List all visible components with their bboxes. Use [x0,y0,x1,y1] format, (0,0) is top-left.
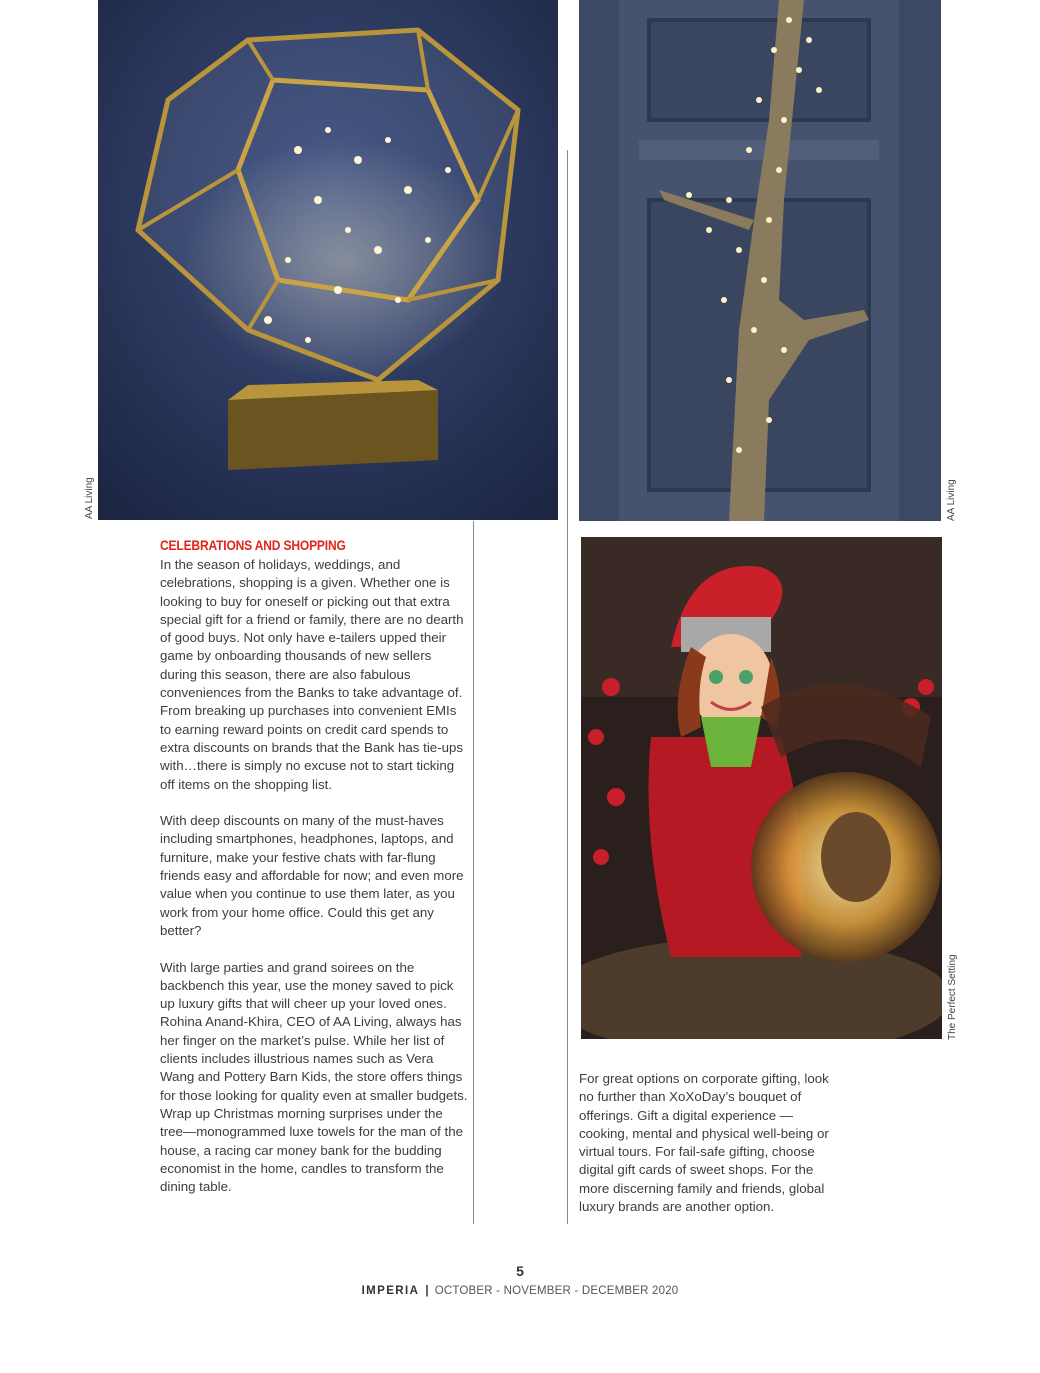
page-footer [0,1285,1040,1297]
paragraph-3: With large parties and grand soirees on the backbench this year, use the money saved to pick up luxury gifts that will cheer up your loved ones. Rohina Anand-Khira, CEO of AA Living, always has her finger on the market’s pulse. While her list of clients includes illustrious names such as Vera Wang and Pottery Barn Kids, the store offers things for those looking for quality even at smaller budgets. Wrap up Christmas morning surprises under the tree—monogrammed luxe towels for the man of the house, a racing car money bank for the budding economist in the home, candles to transform the dining table. [160,959,468,1195]
branch-photo-credit: AA Living [946,479,957,521]
right-text-column [579,1070,841,1235]
terrarium-photo [98,0,558,520]
geometric-terrarium-icon [98,0,558,520]
publication-name: IMPERIA [361,1285,420,1297]
left-column-divider [473,521,474,1224]
terrarium-photo-credit: AA Living [84,477,95,519]
paragraph-4: For great options on corporate gifting, look no further than XoXoDay’s bouquet of offerings. Gift a digital experience — cooking, mental and physical well-being or virtual tours. For fail-safe gifting, choose digital gift cards of sweet shops. For the more discerning family and friends, global luxury brands are another option. [579,1071,829,1215]
elf-photo-credit: The Perfect Setting [947,954,958,1040]
left-text-column [160,556,468,1215]
elf-ornament-icon [581,537,942,1039]
branch-fairy-lights-icon [579,0,941,521]
elf-photo [581,537,942,1039]
branch-photo [579,0,941,521]
page-number: 5 [516,1263,524,1279]
issue-date: OCTOBER - NOVEMBER - DECEMBER 2020 [434,1285,679,1297]
section-heading: CELEBRATIONS AND SHOPPING [160,537,346,553]
paragraph-1: In the season of holidays, weddings, and celebrations, shopping is a given. Whether one is looking to buy for oneself or picking out that extra special gift for a friend or family, there are no dearth of good buys. Not only have e-tailers upped their game by onboarding thousands of new sellers during this season, there are also fabulous conveniences from the Banks to take advantage of. From breaking up purchases into convenient EMIs to earning reward points on credit card spends to extra discounts on brands that the Bank has tie-ups with…there is simply no excuse not to start ticking off items on the shopping list. [160,557,464,792]
center-divider [567,150,568,1224]
footer-separator: | [425,1285,429,1297]
paragraph-2: With deep discounts on many of the must-haves including smartphones, headphones, laptops, and furniture, make your festive chats with far-flung friends easy and affordable for now; and even more value when you continue to use them later, as you work from your home office. Could this get any better? [160,813,464,938]
